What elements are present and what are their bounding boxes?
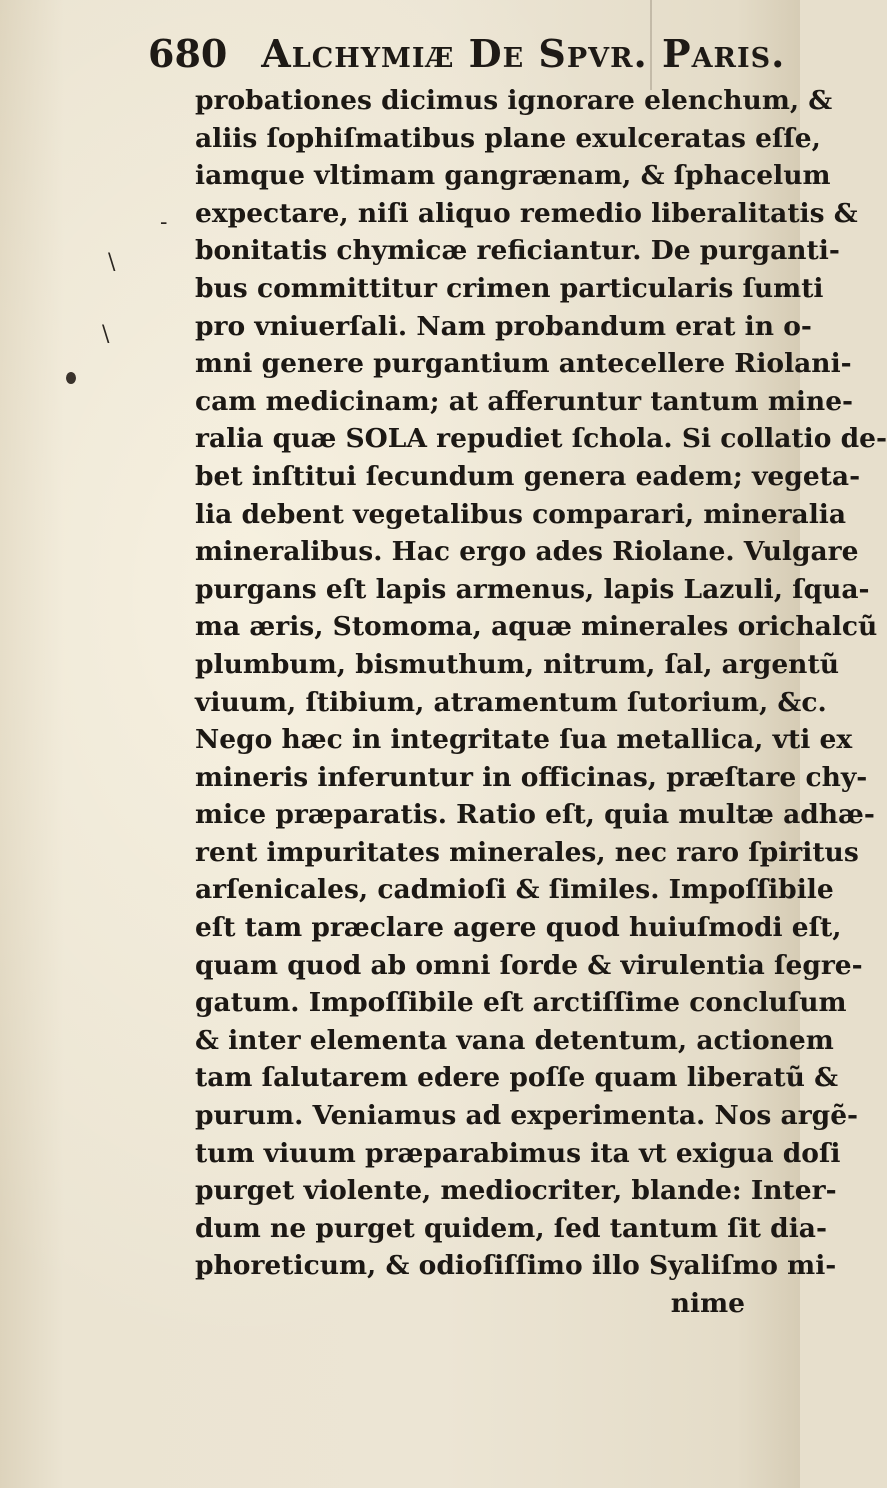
- text-line: bet inſtitui ſecundum genera eadem; vegeta-: [195, 460, 861, 492]
- text-line: purget violente, mediocriter, blande: Inter-: [195, 1175, 837, 1207]
- page-number: 680: [148, 31, 228, 76]
- text-line: aliis ſophiſmatibus plane exulceratas eſſe,: [195, 122, 821, 154]
- text-line: mineralibus. Hac ergo ades Riolane. Vulgare: [195, 536, 859, 568]
- text-line: dum ne purget quidem, ſed tantum ſit dia-: [195, 1212, 827, 1244]
- text-line: mice præparatis. Ratio eſt, quia multæ adhæ-: [195, 799, 875, 831]
- text-line: lia debent vegetalibus comparari, mineralia: [195, 498, 847, 530]
- text-line: phoreticum, & odioſiſſimo illo Syaliſmo mi-: [195, 1250, 837, 1282]
- text-line: expectare, niſi aliquo remedio liberalitatis &: [195, 197, 858, 229]
- text-line: cam medicinam; at afferuntur tantum mine-: [195, 385, 854, 417]
- text-line: iamque vltimam gangrænam, & ſphacelum: [195, 160, 831, 192]
- text-line: quam quod ab omni ſorde & virulentia ſegre-: [195, 949, 863, 981]
- text-line: & inter elementa vana detentum, actionem: [195, 1024, 834, 1056]
- margin-stroke-mark: \: [108, 250, 116, 275]
- text-line: mineris inferuntur in officinas, præſtare chy-: [195, 761, 868, 793]
- text-line: mni genere purgantium antecellere Riolani-: [195, 348, 852, 380]
- text-line: viuum, ſtibium, atramentum ſutorium, &c.: [195, 686, 827, 718]
- text-line: arſenicales, cadmioſi & ſimiles. Impoſſibile: [195, 874, 834, 906]
- text-line: bus committitur crimen particularis ſumti: [195, 272, 824, 304]
- text-line: Nego hæc in integritate ſua metallica, vti ex: [195, 724, 853, 756]
- text-line: rent impuritates minerales, nec raro ſpiritus: [195, 836, 859, 868]
- body-text: [195, 82, 887, 1323]
- ink-spot: [66, 372, 76, 384]
- margin-stroke-mark: \: [102, 322, 110, 347]
- text-line: tam ſalutarem edere poſſe quam liberatũ &: [195, 1062, 839, 1094]
- text-line: tum viuum præparabimus ita vt exigua doſi: [195, 1137, 841, 1169]
- text-line: ma æris, Stomoma, aquæ minerales orichalcũ: [195, 611, 878, 643]
- text-line: purgans eſt lapis armenus, lapis Lazuli, ſqua-: [195, 573, 870, 605]
- text-line: ralia quæ SOLA repudiet ſchola. Si collatio de-: [195, 423, 887, 455]
- text-line: bonitatis chymicæ reficiantur. De purganti-: [195, 235, 840, 267]
- text-line: purum. Veniamus ad experimenta. Nos argẽ-: [195, 1100, 859, 1132]
- margin-dash-mark: -: [160, 210, 168, 235]
- running-title: Alchymiæ De Spvr. Paris.: [261, 31, 786, 76]
- text-line: gatum. Impoſſibile eſt arctiſſime concluſum: [195, 987, 847, 1019]
- text-line: pro vniuerſali. Nam probandum erat in o-: [195, 310, 812, 342]
- text-line: probationes dicimus ignorare elenchum, &: [195, 85, 833, 116]
- text-line: plumbum, bismuthum, nitrum, ſal, argentũ: [195, 648, 839, 680]
- running-header: [148, 24, 786, 84]
- text-line: eſt tam præclare agere quod huiuſmodi eſt,: [195, 912, 842, 944]
- catchword: nime: [670, 1288, 745, 1319]
